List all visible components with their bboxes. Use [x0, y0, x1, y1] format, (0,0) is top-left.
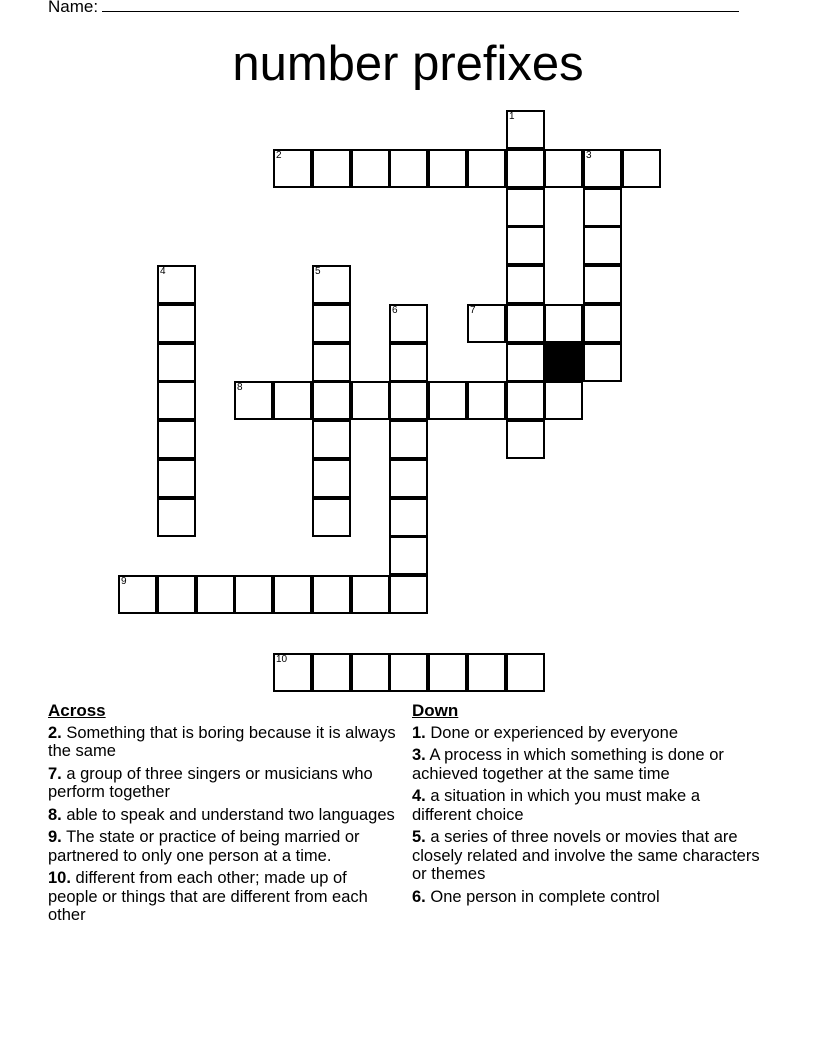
grid-cell[interactable] — [389, 498, 428, 537]
grid-cell[interactable] — [273, 575, 312, 614]
grid-cell[interactable] — [583, 343, 622, 382]
grid-cell[interactable] — [544, 381, 583, 420]
grid-cell[interactable] — [273, 381, 312, 420]
grid-cell[interactable] — [312, 498, 351, 537]
grid-cell[interactable] — [506, 149, 545, 188]
grid-cell[interactable] — [506, 226, 545, 265]
grid-cell[interactable] — [467, 653, 506, 692]
clue-number-label: 6 — [392, 305, 398, 316]
grid-cell[interactable] — [389, 575, 428, 614]
grid-cell[interactable] — [583, 149, 622, 188]
grid-cell[interactable] — [506, 265, 545, 304]
grid-cell[interactable] — [506, 188, 545, 227]
grid-cell[interactable] — [544, 304, 583, 343]
clue-number-label: 10 — [276, 654, 288, 665]
grid-cell[interactable] — [312, 575, 351, 614]
clue-number-label: 9 — [121, 576, 127, 587]
grid-cell[interactable] — [583, 304, 622, 343]
clue-number-label: 3 — [586, 150, 592, 161]
grid-cell[interactable] — [583, 265, 622, 304]
grid-cell[interactable] — [428, 381, 467, 420]
grid-cell[interactable] — [506, 110, 545, 149]
grid-cell[interactable] — [234, 381, 273, 420]
clue-across-2: 2. Something that is boring because it is always the same — [48, 723, 396, 760]
grid-cell[interactable] — [622, 149, 661, 188]
across-heading: Across — [48, 701, 106, 720]
grid-cell[interactable] — [583, 226, 622, 265]
grid-cell[interactable] — [506, 304, 545, 343]
grid-cell[interactable] — [157, 498, 196, 537]
grid-cell[interactable] — [312, 420, 351, 459]
grid-cell[interactable] — [196, 575, 235, 614]
clue-across-10: 10. different from each other; made up of people or things that are different from each other — [48, 869, 368, 924]
grid-cell[interactable] — [389, 420, 428, 459]
clue-number-label: 2 — [276, 150, 282, 161]
grid-cell[interactable] — [351, 653, 390, 692]
grid-cell[interactable] — [428, 149, 467, 188]
blocked-cell — [544, 343, 583, 382]
grid-cell[interactable] — [506, 381, 545, 420]
grid-cell[interactable] — [157, 459, 196, 498]
grid-cell[interactable] — [389, 381, 428, 420]
grid-cell[interactable] — [312, 381, 351, 420]
grid-cell[interactable] — [506, 653, 545, 692]
clue-down-1: 1. Done or experienced by everyone — [412, 723, 679, 742]
grid-cell[interactable] — [157, 304, 196, 343]
grid-cell[interactable] — [157, 265, 196, 304]
grid-cell[interactable] — [351, 149, 390, 188]
grid-cell[interactable] — [312, 265, 351, 304]
grid-cell[interactable] — [467, 304, 506, 343]
across-clues — [48, 702, 398, 929]
grid-cell[interactable] — [157, 420, 196, 459]
grid-cell[interactable] — [389, 653, 428, 692]
grid-cell[interactable] — [312, 653, 351, 692]
grid-cell[interactable] — [157, 381, 196, 420]
grid-cell[interactable] — [118, 575, 157, 614]
grid-cell[interactable] — [389, 459, 428, 498]
grid-cell[interactable] — [506, 343, 545, 382]
name-label: Name: — [48, 0, 99, 16]
grid-cell[interactable] — [583, 188, 622, 227]
grid-cell[interactable] — [157, 343, 196, 382]
grid-cell[interactable] — [389, 343, 428, 382]
grid-cell[interactable] — [234, 575, 273, 614]
clue-number-label: 8 — [237, 382, 243, 393]
clue-down-5: 5. a series of three novels or movies that are closely related and involve the same characters or themes — [412, 828, 760, 883]
page-title: number prefixes — [232, 37, 584, 91]
clue-down-3: 3. A process in which something is done or achieved together at the same time — [412, 746, 724, 783]
grid-cell[interactable] — [467, 149, 506, 188]
clue-across-9: 9. The state or practice of being married or partnered to only one person at a time. — [48, 828, 360, 865]
clue-number-label: 7 — [470, 305, 476, 316]
clue-down-4: 4. a situation in which you must make a different choice — [412, 787, 700, 824]
clue-across-7: 7. a group of three singers or musicians who perform together — [48, 764, 373, 801]
grid-cell[interactable] — [389, 536, 428, 575]
grid-cell[interactable] — [312, 459, 351, 498]
grid-cell[interactable] — [351, 381, 390, 420]
grid-cell[interactable] — [467, 381, 506, 420]
grid-cell[interactable] — [389, 304, 428, 343]
grid-cell[interactable] — [351, 575, 390, 614]
down-heading: Down — [412, 701, 459, 720]
clue-across-8: 8. able to speak and understand two languages — [48, 805, 395, 824]
grid-cell[interactable] — [273, 149, 312, 188]
grid-cell[interactable] — [428, 653, 467, 692]
clue-number-label: 5 — [315, 266, 321, 277]
grid-cell[interactable] — [312, 343, 351, 382]
grid-cell[interactable] — [312, 149, 351, 188]
grid-cell[interactable] — [312, 304, 351, 343]
clue-number-label: 4 — [160, 266, 166, 277]
clue-down-6: 6. One person in complete control — [412, 887, 660, 906]
down-clues — [412, 702, 762, 910]
clue-number-label: 1 — [509, 111, 515, 122]
grid-cell[interactable] — [157, 575, 196, 614]
grid-cell[interactable] — [389, 149, 428, 188]
grid-cell[interactable] — [273, 653, 312, 692]
grid-cell[interactable] — [506, 420, 545, 459]
grid-cell[interactable] — [544, 149, 583, 188]
